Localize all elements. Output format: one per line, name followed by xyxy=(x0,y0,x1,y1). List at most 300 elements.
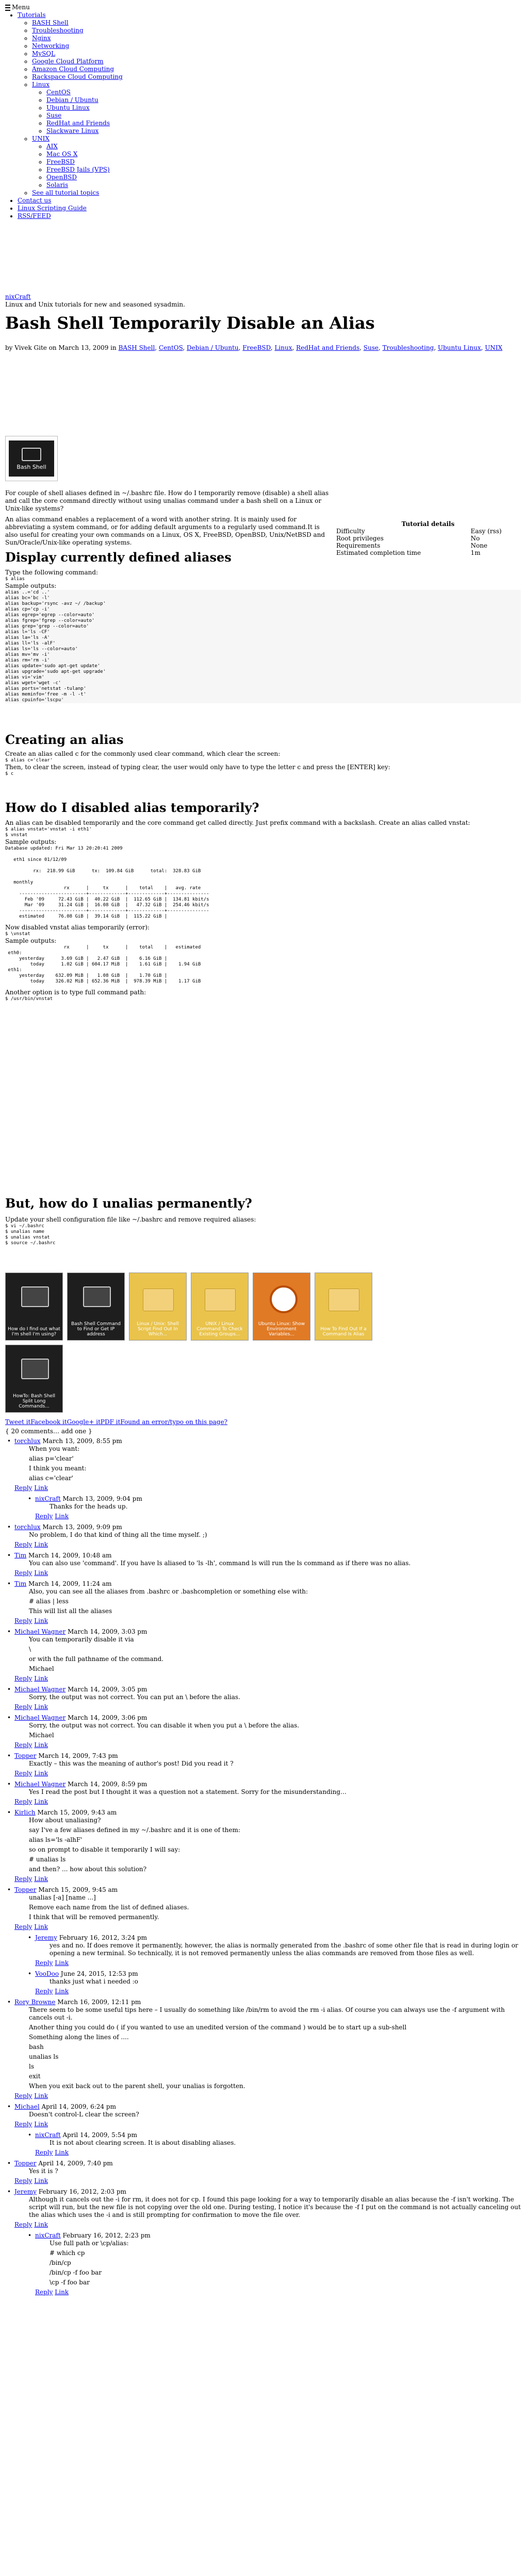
comment xyxy=(26,1934,521,1967)
alias-output: alias ..='cd ..' alias bc='bc -l' alias backup='rsync -avz ~/ /backup' alias cp='cp -i' alias egrep='egrep --color=auto' alias fgrep='fgrep --color=auto' alias grep='grep --color=auto' alias l='ls -CF' alias la='ls -A' alias ll='ls -alF' alias ls='ls --color=auto' alias mv='mv -i' alias rm='rm -i' alias update='sudo apt-get update' alias upgrade='sudo apt-get upgrade' alias vi='vim' alias wget='wget -c' alias ports='netstat -tulanp' alias meminfo='free -m -l -t' alias cpuinfo='lscpu' xyxy=(5,590,521,703)
comment-actions xyxy=(14,1798,521,1806)
tutorial-value[interactable]: Easy (rss) xyxy=(470,528,502,535)
comment-date: February 16, 2012, 2:03 pm xyxy=(36,2188,127,2195)
nav-link-freebsd-jails-vps[interactable]: FreeBSD Jails (VPS) xyxy=(46,166,110,173)
nav-link-linux[interactable]: Linux xyxy=(32,81,50,88)
comment-actions xyxy=(14,2092,521,2100)
comment-author[interactable]: Michael xyxy=(14,2103,40,2110)
permalink-link[interactable]: Link xyxy=(34,1798,48,1805)
nav-link-debian-ubuntu[interactable]: Debian / Ubuntu xyxy=(46,96,98,104)
comment xyxy=(5,2103,521,2128)
tutorial-row xyxy=(335,535,521,542)
comment-line: Doesn't control-L clear the screen? xyxy=(29,2111,139,2118)
nav-item-unix[interactable] xyxy=(32,135,123,189)
permalink-link[interactable]: Link xyxy=(34,2177,48,2184)
comment-line: yes and no. If does remove it permanently, however, the alias is normally generated from the .bashrc of some other file that is read in during login or opening a new terminal. So technically, it is not removed permanently unless the alias commands are removed from those files as well. xyxy=(50,1942,518,1957)
comment-line: When you exit back out to the parent shell, your unalias is forgotten. xyxy=(29,2082,245,2090)
nav-item-rss-feed[interactable] xyxy=(18,212,123,220)
comment-actions xyxy=(14,1675,521,1683)
comment-line: /bin/cp xyxy=(50,2259,71,2266)
comment-line: It is not about clearing screen. It is about disabling aliases. xyxy=(50,2139,236,2146)
nav-link-solaris[interactable]: Solaris xyxy=(46,181,69,189)
comment-actions xyxy=(35,1959,521,1967)
nav-link-nginx[interactable]: Nginx xyxy=(32,35,51,42)
comment-author[interactable]: nixCraft xyxy=(35,2232,61,2239)
comment-author[interactable]: Topper xyxy=(14,1886,37,1893)
comment-body xyxy=(14,1817,521,1873)
nav-link-amazon-cloud-computing[interactable]: Amazon Cloud Computing xyxy=(32,65,114,73)
comment-author[interactable]: Tim xyxy=(14,1580,27,1587)
comment-line: Remove each name from the list of defined aliases. xyxy=(29,1904,189,1911)
comment-body xyxy=(14,2196,521,2219)
reply-link[interactable]: Reply xyxy=(14,1484,32,1492)
comment-meta xyxy=(14,1437,521,1445)
comment-body xyxy=(14,1693,521,1701)
comment-actions xyxy=(35,2289,521,2296)
comment-body xyxy=(14,1722,521,1739)
comment-body xyxy=(35,2139,521,2147)
comment xyxy=(5,1886,521,1931)
permalink-link[interactable]: Link xyxy=(34,1484,48,1492)
comment-date: March 14, 2009, 3:06 pm xyxy=(65,1714,147,1721)
nav-link-mac-os-x[interactable]: Mac OS X xyxy=(46,150,78,158)
folder-icon xyxy=(205,1289,236,1311)
nav-link-rss-feed[interactable]: RSS/FEED xyxy=(18,212,51,219)
permalink-link[interactable]: Link xyxy=(34,1675,48,1682)
comment-meta xyxy=(14,1886,521,1894)
comment-line: or with the full pathname of the command. xyxy=(29,1655,163,1663)
permalink-link[interactable]: Link xyxy=(34,1541,48,1548)
comment-body xyxy=(14,2111,521,2119)
section-display: Type the following command: $ alias Sample outputs: alias ..='cd ..' alias bc='bc -l' alias backup='rsync -avz ~/ /backup' alias cp='cp -i' alias egrep='egrep --color=auto' alias fgrep='fgrep --color=auto' alias grep='grep --color=auto' alias l='ls -CF' alias la='ls -A' alias ll='ls -alF' alias ls='ls --color=auto' alias mv='mv -i' alias rm='rm -i' alias update='sudo apt-get update' alias upgrade='sudo apt-get upgrade' alias vi='vim' alias wget='wget -c' alias ports='netstat -tulanp' alias meminfo='free -m -l -t' alias cpuinfo='lscpu' xyxy=(5,569,521,703)
comment-list xyxy=(5,1437,521,2299)
comment-author[interactable]: Rory Browne xyxy=(14,1998,56,2006)
reply-link[interactable]: Reply xyxy=(14,1875,32,1883)
nav-item-linux-scripting-guide[interactable] xyxy=(18,205,123,212)
nav-item-openbsd[interactable] xyxy=(46,174,123,181)
comment-actions xyxy=(14,1741,521,1749)
category-link-ubuntu-linux[interactable]: Ubuntu Linux xyxy=(438,344,481,351)
reply-link[interactable]: Reply xyxy=(14,1741,32,1749)
nav-item-freebsd[interactable] xyxy=(46,158,123,166)
comment-line: You can also use 'command'. If you have ls aliased to 'ls -lh', command ls will run the ls command as if there was no alias. xyxy=(29,1560,411,1567)
folder-icon xyxy=(143,1289,174,1311)
comment-author[interactable]: torchlux xyxy=(14,1437,41,1445)
nav-item-suse[interactable] xyxy=(46,112,123,120)
nav-link-ubuntu-linux[interactable]: Ubuntu Linux xyxy=(46,104,90,111)
permalink-link[interactable]: Link xyxy=(55,2289,69,2296)
comment-meta xyxy=(14,1752,521,1760)
category-link-suse[interactable]: Suse xyxy=(363,344,379,351)
comment-count: { 20 comments… add one } xyxy=(5,1428,92,1435)
comment xyxy=(5,1714,521,1749)
reply-link[interactable]: Reply xyxy=(14,1541,32,1548)
nav-link-slackware-linux[interactable]: Slackware Linux xyxy=(46,127,99,134)
related-post-thumb[interactable] xyxy=(315,1273,372,1341)
comment-author[interactable]: nixCraft xyxy=(35,2131,61,2139)
related-posts xyxy=(5,1273,397,1409)
comment xyxy=(5,1552,521,1577)
nav-link-mysql[interactable]: MySQL xyxy=(32,50,56,57)
comment-line: Exactly – this was the meaning of author's post! Did you read it ? xyxy=(29,1760,234,1767)
comment-date: March 13, 2009, 9:09 pm xyxy=(40,1523,122,1531)
category-link-linux[interactable]: Linux xyxy=(274,344,292,351)
related-post-caption: UNIX / Linux Command To Check Existing Groups... xyxy=(196,1321,243,1337)
comment-meta xyxy=(14,1714,521,1722)
nav-item-solaris[interactable] xyxy=(46,181,123,189)
comment-actions xyxy=(14,2177,521,2185)
comment-line: Something along the lines of .... xyxy=(29,2033,129,2041)
comment-line: so on prompt to disable it temporarily I will say: xyxy=(29,1846,180,1853)
nav-item-amazon-cloud-computing[interactable] xyxy=(32,65,123,73)
permalink-link[interactable]: Link xyxy=(34,1875,48,1883)
comment-body xyxy=(14,1636,521,1673)
nav-link-aix[interactable]: AIX xyxy=(46,143,58,150)
comment-line: There seem to be some useful tips here – I usually do something like /bin/rm to avoid the rm -i alias. Of course you can always use the -f argument with cancels out -i. xyxy=(29,2006,505,2021)
comment-line: You can temporarily disable it via xyxy=(29,1636,134,1643)
permalink-link[interactable]: Link xyxy=(55,2149,69,2156)
permalink-link[interactable]: Link xyxy=(34,1923,48,1930)
comment-date: March 15, 2009, 9:45 am xyxy=(36,1886,118,1893)
nav-link-networking[interactable]: Networking xyxy=(32,42,70,49)
category-link-freebsd[interactable]: FreeBSD xyxy=(242,344,271,351)
comment-actions xyxy=(35,2149,521,2157)
nav-link-openbsd[interactable]: OpenBSD xyxy=(46,174,77,181)
comment-line: say I've a few aliases defined in my ~/.bashrc and it is one of them: xyxy=(29,1826,240,1834)
reply-link[interactable]: Reply xyxy=(14,2121,32,2128)
comment-actions xyxy=(14,1541,521,1549)
related-post-thumb[interactable] xyxy=(5,1273,63,1341)
comment xyxy=(5,1628,521,1683)
comment-body xyxy=(35,1503,521,1511)
comment-body xyxy=(35,2240,521,2286)
comment xyxy=(5,1686,521,1711)
comment xyxy=(26,2131,521,2157)
comment-line: /bin/cp -f foo bar xyxy=(50,2269,102,2276)
nav-item-see-all-tutorial-topics[interactable] xyxy=(32,189,123,197)
permalink-link[interactable]: Link xyxy=(34,2092,48,2099)
comment-line: alias p='clear' xyxy=(29,1455,74,1462)
nav-link-bash-shell[interactable]: BASH Shell xyxy=(32,19,69,26)
comment-meta xyxy=(14,1523,521,1531)
comment-author[interactable]: Kirlich xyxy=(14,1809,36,1816)
permalink-link[interactable]: Link xyxy=(34,2121,48,2128)
nav-submenu-tutorials xyxy=(18,19,123,197)
nav-item-linux[interactable] xyxy=(32,81,123,135)
nav-item-tutorials[interactable] xyxy=(18,11,123,197)
nav-item-aix[interactable] xyxy=(46,143,123,150)
nav-item-networking[interactable] xyxy=(32,42,123,50)
nav-item-slackware-linux[interactable] xyxy=(46,127,123,135)
comment-meta xyxy=(35,2131,521,2139)
site-name[interactable]: nixCraft xyxy=(5,293,31,300)
comment-date: March 14, 2009, 7:43 pm xyxy=(36,1752,118,1759)
category-link-bash-shell[interactable]: BASH Shell xyxy=(118,344,155,351)
reply-link[interactable]: Reply xyxy=(35,1513,53,1520)
ubuntu-logo-icon xyxy=(270,1285,298,1313)
tutorial-label: Requirements xyxy=(336,542,381,549)
share-links[interactable]: Tweet itFacebook itGoogle+ itPDF itFound an error/typo on this page? xyxy=(5,1418,228,1426)
permalink-link[interactable]: Link xyxy=(55,1988,69,1995)
comment-line: Thanks for the heads up. xyxy=(50,1503,128,1510)
comment-author[interactable]: Topper xyxy=(14,1752,37,1759)
comment-actions xyxy=(14,1703,521,1711)
comment-line: ls xyxy=(29,2063,34,2070)
permalink-link[interactable]: Link xyxy=(34,2221,48,2228)
nav-link-troubleshooting[interactable]: Troubleshooting xyxy=(32,27,84,34)
comment-body xyxy=(14,1894,521,1921)
comment-author[interactable]: Jeremy xyxy=(35,1934,57,1941)
comment-author[interactable]: Jeremy xyxy=(14,2188,37,2195)
reply-link[interactable]: Reply xyxy=(14,1675,32,1682)
nav-link-see-all-tutorial-topics[interactable]: See all tutorial topics xyxy=(32,189,100,196)
nav-item-contact-us[interactable] xyxy=(18,197,123,205)
comment-line: Sorry, the output was not correct. You can put an \ before the alias. xyxy=(29,1693,240,1701)
comment-meta xyxy=(35,1970,521,1978)
nav-item-google-cloud-platform[interactable] xyxy=(32,58,123,65)
comment-author[interactable]: nixCraft xyxy=(35,1495,61,1502)
nav-link-centos[interactable]: CentOS xyxy=(46,89,71,96)
comment-line: \ xyxy=(29,1646,31,1653)
comment-author[interactable]: Michael Wagner xyxy=(14,1781,66,1788)
comment xyxy=(5,2188,521,2229)
tutorial-label: Difficulty xyxy=(336,528,365,535)
reply-link[interactable]: Reply xyxy=(14,2221,32,2228)
related-post-thumb[interactable] xyxy=(5,1345,63,1413)
comment-meta xyxy=(14,1781,521,1788)
comment-meta xyxy=(35,2232,521,2240)
comment-line: Yes it is ? xyxy=(29,2167,58,2175)
comment-line: Michael xyxy=(29,1732,54,1739)
related-post-caption: How do I find out what I'm shell I'm using? xyxy=(8,1327,60,1337)
permalink-link[interactable]: Link xyxy=(34,1741,48,1749)
comment-meta xyxy=(14,1809,521,1817)
permalink-link[interactable]: Link xyxy=(34,1617,48,1624)
permalink-link[interactable]: Link xyxy=(34,1770,48,1777)
nav-submenu-linux xyxy=(32,89,123,135)
reply-link[interactable]: Reply xyxy=(35,1959,53,1967)
comment-author[interactable]: Michael Wagner xyxy=(14,1628,66,1635)
comment-date: March 15, 2009, 9:43 am xyxy=(35,1809,117,1816)
reply-link[interactable]: Reply xyxy=(35,2149,53,2156)
nav-link-rackspace-cloud-computing[interactable]: Rackspace Cloud Computing xyxy=(32,73,123,80)
terminal-icon xyxy=(83,1286,111,1307)
comment xyxy=(5,1580,521,1625)
comment-body xyxy=(35,1942,521,1957)
tutorial-details: Tutorial details Difficulty Easy (rss) Root privileges No Requirements None Estimated completion time 1m xyxy=(335,520,521,556)
comment-date: March 14, 2009, 3:05 pm xyxy=(65,1686,147,1693)
reply-link[interactable]: Reply xyxy=(14,1617,32,1624)
nav-link-suse[interactable]: Suse xyxy=(46,112,62,119)
tutorial-label: Root privileges xyxy=(336,535,384,542)
comment-author[interactable]: VooDoo xyxy=(35,1970,59,1977)
comment-line: unalias [-a] [name ...] xyxy=(29,1894,96,1901)
reply-link[interactable]: Reply xyxy=(14,1798,32,1805)
nav-item-centos[interactable] xyxy=(46,89,123,96)
bash-shell-image: Bash Shell xyxy=(9,440,54,477)
comment-line: bash xyxy=(29,2043,44,2050)
comment-date: March 13, 2009, 8:55 pm xyxy=(40,1437,122,1445)
folder-icon xyxy=(328,1289,359,1311)
category-link-troubleshooting[interactable]: Troubleshooting xyxy=(382,344,434,351)
tutorial-value: No xyxy=(470,535,480,542)
terminal-icon xyxy=(22,448,41,461)
reply-link[interactable]: Reply xyxy=(35,1988,53,1995)
nav-item-freebsd-jails-vps[interactable] xyxy=(46,166,123,174)
category-link-redhat-and-friends[interactable]: RedHat and Friends xyxy=(296,344,360,351)
comment-author[interactable]: Topper xyxy=(14,2160,37,2167)
comment-line: Also, you can see all the aliases from .bashrc or .bashcompletion or something else with: xyxy=(29,1588,308,1595)
comment-body xyxy=(14,2167,521,2175)
comment-meta xyxy=(14,1686,521,1693)
nav-item-rackspace-cloud-computing[interactable] xyxy=(32,73,123,81)
related-post-caption: How To Find Out If a Command Is Alias xyxy=(320,1327,367,1337)
nav-item-nginx[interactable] xyxy=(32,35,123,42)
comment-actions xyxy=(14,1770,521,1777)
comment xyxy=(5,2160,521,2185)
comment-line: thanks just what i needed :o xyxy=(50,1978,138,1985)
comment-author[interactable]: torchlux xyxy=(14,1523,41,1531)
terminal-icon xyxy=(21,1359,49,1379)
nav-item-troubleshooting[interactable] xyxy=(32,27,123,35)
comment-author[interactable]: Tim xyxy=(14,1552,27,1559)
reply-link[interactable]: Reply xyxy=(14,2092,32,2099)
comment-line: Sorry, the output was not correct. You can disable it when you put a \ before the alias. xyxy=(29,1722,300,1729)
comment xyxy=(5,1437,521,1492)
reply-link[interactable]: Reply xyxy=(14,1923,32,1930)
section-create: Create an alias called c for the commonly used clear command, which clear the screen: $ alias c='clear' Then, to clear the screen, instead of typing clear, the user would only have to type the letter c and press the [ENTER] key: $ c xyxy=(5,750,390,776)
comment-date: March 14, 2009, 8:59 pm xyxy=(65,1781,147,1788)
comment xyxy=(5,1781,521,1806)
comment-line: and then? ... how about this solution? xyxy=(29,1866,147,1873)
comment-actions xyxy=(35,1988,521,1995)
comment-line: I think you meant: xyxy=(29,1465,87,1472)
comment-author[interactable]: Michael Wagner xyxy=(14,1714,66,1721)
related-post-caption: HowTo: Bash Shell Split Long Commands... xyxy=(13,1394,55,1409)
menu-toggle[interactable]: Menu xyxy=(5,3,30,11)
related-post-thumb[interactable] xyxy=(67,1273,125,1341)
comment-line: Another thing you could do ( if you wanted to use an unedited version of the command ) would be to start up a sub-shell xyxy=(29,2024,407,2031)
comment-date: February 16, 2012, 2:23 pm xyxy=(60,2232,151,2239)
comment-body xyxy=(14,2006,521,2090)
nav-link-unix[interactable]: UNIX xyxy=(32,135,50,142)
comment-author[interactable]: Michael Wagner xyxy=(14,1686,66,1693)
comment-date: March 13, 2009, 9:04 pm xyxy=(60,1495,142,1502)
nav-link-google-cloud-platform[interactable]: Google Cloud Platform xyxy=(32,58,104,65)
permalink-link[interactable]: Link xyxy=(34,1703,48,1710)
comment-meta xyxy=(14,1998,521,2006)
category-link-debian-ubuntu[interactable]: Debian / Ubuntu xyxy=(187,344,239,351)
comment-actions xyxy=(14,2121,521,2128)
comment-body xyxy=(14,1445,521,1482)
comment-date: April 14, 2009, 5:54 pm xyxy=(60,2131,137,2139)
comment xyxy=(5,1998,521,2100)
related-post-thumb[interactable] xyxy=(129,1273,187,1341)
comment-line: Yes I read the post but I thought it was a question not a statement. Sorry for the misunderstanding… xyxy=(29,1788,347,1795)
nav-link-redhat-and-friends[interactable]: RedHat and Friends xyxy=(46,120,110,127)
nav-menu xyxy=(5,11,123,220)
comment-line: Although it cancels out the -i for rm, it does not for cp. I found this page looking for a way to temporarily disable an alias because the -f isn't working. The script will run, but the new file is not copying over the old one. During testing, I notice it's because the -f I put on the command is not actually canceling out the alias which uses the -i and is still prompting for confirmation to move the file over. xyxy=(29,2196,521,2218)
reply-link[interactable]: Reply xyxy=(14,1770,32,1777)
permalink-link[interactable]: Link xyxy=(55,1513,69,1520)
related-post-thumb[interactable] xyxy=(191,1273,249,1341)
related-post-thumb[interactable] xyxy=(253,1273,310,1341)
comment-actions xyxy=(14,1484,521,1492)
tutorial-value: 1m xyxy=(470,549,481,556)
permalink-link[interactable]: Link xyxy=(55,1959,69,1967)
comment-line: How about unaliasing? xyxy=(29,1817,101,1824)
reply-link[interactable]: Reply xyxy=(14,2177,32,2184)
nav-item-ubuntu-linux[interactable] xyxy=(46,104,123,112)
vnstat-output-2: rx | tx | total | estimated eth0: yesterday 3.69 GiB | 2.47 GiB | 6.16 GiB | today 1.02 GiB | 604.17 MiB | 1.61 GiB | 1.94 GiB eth1: yesterday 632.09 MiB | 1.08 GiB | 1.70 GiB | today 326.02 MiB | 652.36 MiB | 978.39 MiB | 1.17 GiB xyxy=(8,945,201,984)
comment-line: unalias ls xyxy=(29,2053,59,2060)
comment-line: This will list all the aliases xyxy=(29,1607,112,1615)
related-post-caption: Bash Shell Command to Find or Get IP address xyxy=(71,1321,121,1337)
terminal-icon xyxy=(21,1286,49,1307)
reply-link[interactable]: Reply xyxy=(14,1569,32,1577)
permalink-link[interactable]: Link xyxy=(34,1569,48,1577)
heading-create: Creating an alias xyxy=(5,732,124,747)
category-link-unix[interactable]: UNIX xyxy=(485,344,503,351)
category-link-centos[interactable]: CentOS xyxy=(158,344,183,351)
comment-body xyxy=(35,1978,521,1986)
comment-line: I think that will be removed permanently. xyxy=(29,1913,159,1921)
related-post-caption: Ubuntu Linux: Show Environment Variables... xyxy=(258,1321,305,1337)
comment-meta xyxy=(14,2188,521,2196)
reply-link[interactable]: Reply xyxy=(35,2289,53,2296)
nav-link-linux-scripting-guide[interactable]: Linux Scripting Guide xyxy=(18,205,87,212)
comment-meta xyxy=(14,2103,521,2111)
comment-date: March 14, 2009, 3:03 pm xyxy=(65,1628,147,1635)
comment-body xyxy=(14,1788,521,1796)
category-links: BASH Shell, CentOS, Debian / Ubuntu, FreeBSD, Linux, RedHat and Friends, Suse, Troubleshooting, Ubuntu Linux, UNIX xyxy=(118,344,503,351)
comment-line: No problem, I do that kind of thing all the time myself. ;) xyxy=(29,1531,207,1538)
comment-line: Michael xyxy=(29,1665,54,1672)
nav-link-tutorials[interactable]: Tutorials xyxy=(18,11,46,19)
nav-item-mysql[interactable] xyxy=(32,50,123,58)
comment-date: April 14, 2009, 7:40 pm xyxy=(36,2160,113,2167)
comment-actions xyxy=(14,2221,521,2229)
comment xyxy=(5,1752,521,1777)
comment-line: When you want: xyxy=(29,1445,80,1452)
nav-item-mac-os-x[interactable] xyxy=(46,150,123,158)
comment-line: # unalias ls xyxy=(29,1856,66,1863)
comment-meta xyxy=(14,1552,521,1560)
heading-disable: How do I disabled alias temporarily? xyxy=(5,800,259,815)
comment-line: alias ls='ls -alhF' xyxy=(29,1836,83,1843)
comment-date: April 14, 2009, 6:24 pm xyxy=(39,2103,116,2110)
article-logo xyxy=(5,436,58,481)
nav-link-freebsd[interactable]: FreeBSD xyxy=(46,158,75,165)
tutorial-row xyxy=(335,542,521,549)
nav-item-redhat-and-friends[interactable] xyxy=(46,120,123,127)
heading-display: Display currently defined aliases xyxy=(5,550,232,565)
comment-body xyxy=(14,1560,521,1567)
hamburger-icon xyxy=(5,5,10,11)
heading-unalias: But, how do I unalias permanently? xyxy=(5,1196,252,1211)
nav-item-bash-shell[interactable] xyxy=(32,19,123,27)
comment-date: March 16, 2009, 12:11 pm xyxy=(55,1998,141,2006)
reply-link[interactable]: Reply xyxy=(14,1703,32,1710)
nav-link-contact-us[interactable]: Contact us xyxy=(18,197,52,204)
comment-actions xyxy=(14,1923,521,1931)
section-unalias: Update your shell configuration file like ~/.bashrc and remove required aliases: $ vi ~/.bashrc $ unalias name $ unalias vnstat $ source ~/.bashrc xyxy=(5,1216,256,1246)
nav-item-debian-ubuntu[interactable] xyxy=(46,96,123,104)
related-post-caption: Linux / Unix: Shell Script Find Out In Which... xyxy=(137,1321,179,1337)
comment-meta xyxy=(14,1580,521,1588)
comment-meta xyxy=(14,2160,521,2167)
comment-body xyxy=(14,1531,521,1539)
